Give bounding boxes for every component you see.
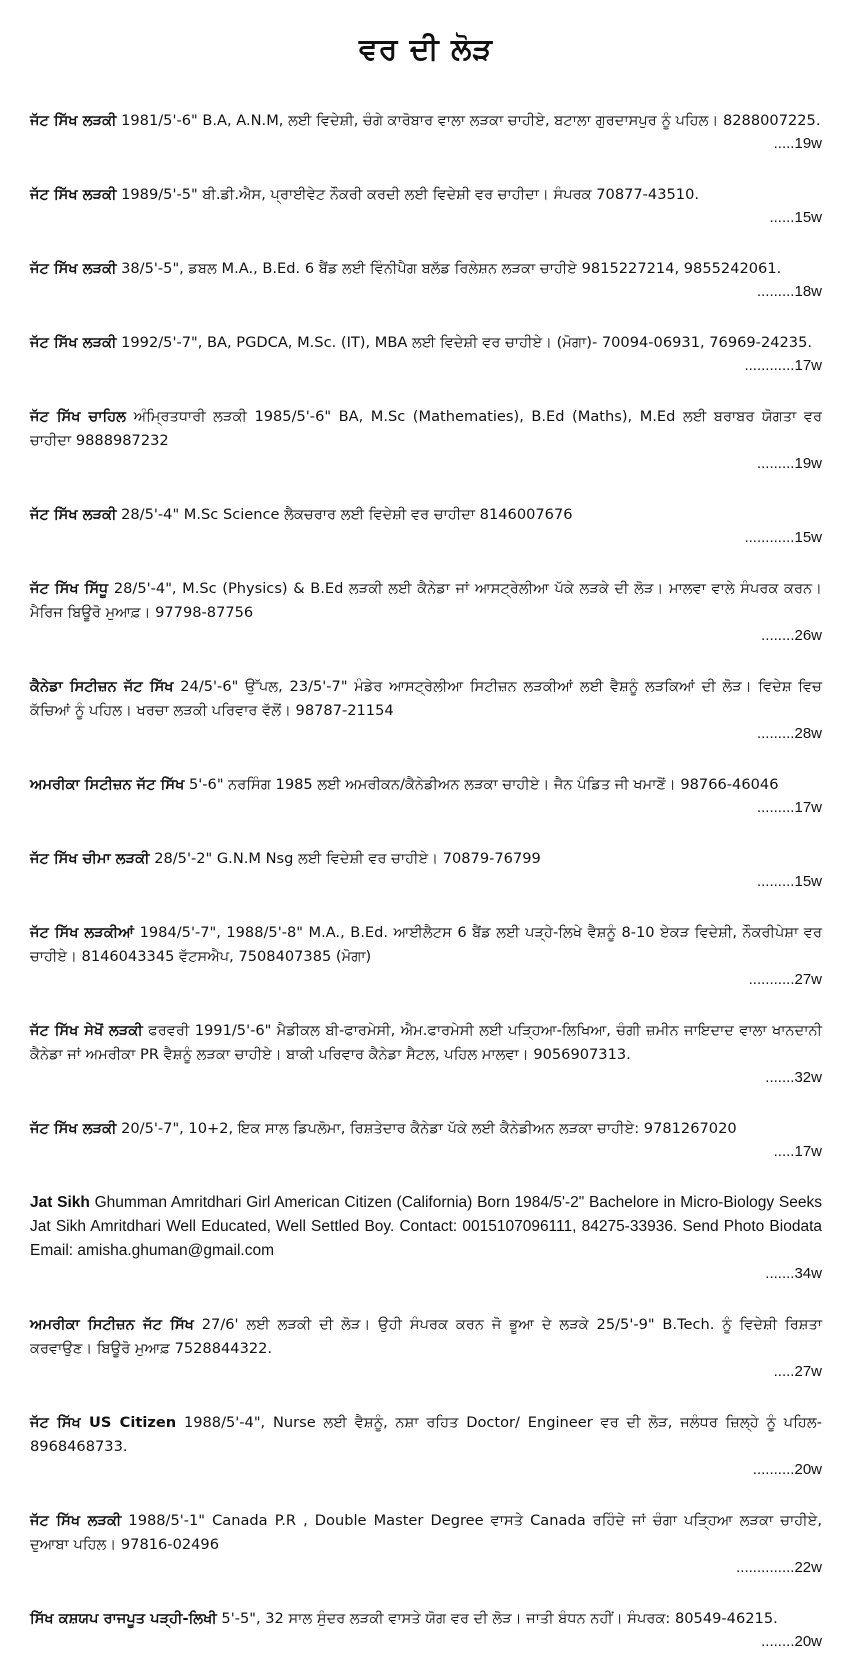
classified-ad: [30, 183, 822, 229]
classified-ad: [30, 675, 822, 745]
classified-ad: [30, 1117, 822, 1163]
ad-code: ......15w: [769, 209, 822, 226]
ad-lead: ਜੱਟ ਸਿੱਖ ਸੇਖੋਂ ਲੜਕੀ: [30, 1022, 143, 1039]
ad-text: 5'-5", 32 ਸਾਲ ਸੁੰਦਰ ਲੜਕੀ ਵਾਸਤੇ ਯੋਗ ਵਰ ਦੀ ਲੋੜ। ਜਾਤੀ ਬੰਧਨ ਨਹੀਂ। ਸੰਪਰਕ: 80549-46215.: [221, 1610, 778, 1627]
classified-ad: [30, 257, 822, 303]
ad-lead: ਜੱਟ ਸਿੱਖ ਲੜਕੀਆਂ: [30, 924, 135, 941]
ad-code: .......34w: [765, 1265, 822, 1282]
page-title: ਵਰ ਦੀ ਲੋੜ: [358, 32, 494, 67]
ad-text: 5'-6" ਨਰਸਿੰਗ 1985 ਲਈ ਅਮਰੀਕਨ/ਕੈਨੇਡੀਅਨ ਲੜਕਾ ਚਾਹੀਏ। ਜੈਨ ਪੰਡਿਤ ਜੀ ਖਮਾਣੋਂ। 98766-46046: [188, 776, 779, 793]
ad-code: .....27w: [773, 1363, 822, 1380]
ad-text: 1992/5'-7", BA, PGDCA, M.Sc. (IT), MBA ਲਈ ਵਿਦੇਸ਼ੀ ਵਰ ਚਾਹੀਏ। (ਮੋਗਾ)- 70094-06931, 76969-24235.: [121, 334, 813, 351]
classified-ad: [30, 109, 822, 155]
ad-text: 24/5'-6" ਉੱਪਲ, 23/5'-7" ਮੰਡੇਰ ਆਸਟ੍ਰੇਲੀਆ ਸਿਟੀਜ਼ਨ ਲੜਕੀਆਂ ਲਈ ਵੈਸ਼ਨੂੰ ਲੜਕਿਆਂ ਦੀ ਲੋੜ। ਵਿਦੇਸ਼ ਵਿਚ ਕੱਚਿਆਂ ਨੂੰ ਪਹਿਲ। ਖਰਚਾ ਲੜਕੀ ਪਰਿਵਾਰ ਵੱਲੋਂ। 98787-21154: [30, 678, 822, 719]
ad-text: 1981/5'-6" B.A, A.N.M, ਲਈ ਵਿਦੇਸ਼ੀ, ਚੰਗੇ ਕਾਰੋਬਾਰ ਵਾਲਾ ਲੜਕਾ ਚਾਹੀਏ, ਬਟਾਲਾ ਗੁਰਦਾਸਪੁਰ ਨੂੰ ਪਹਿਲ। 8288007225.: [121, 112, 821, 129]
ad-text: 1989/5'-5" ਬੀ.ਡੀ.ਐਸ, ਪ੍ਰਾਈਵੇਟ ਨੌਕਰੀ ਕਰਦੀ ਲਈ ਵਿਦੇਸ਼ੀ ਵਰ ਚਾਹੀਦਾ। ਸੰਪਰਕ 70877-43510.: [121, 186, 699, 203]
ad-text: 28/5'-2" G.N.M Nsg ਲਈ ਵਿਦੇਸ਼ੀ ਵਰ ਚਾਹੀਏ। 70879-76799: [154, 850, 541, 867]
ad-code: .....17w: [773, 1143, 822, 1160]
ad-code: ............15w: [744, 529, 822, 546]
classified-ad: [30, 847, 822, 893]
ad-lead: ਜੱਟ ਸਿੱਖ ਲੜਕੀ: [30, 334, 117, 351]
ad-lead: ਅਮਰੀਕਾ ਸਿਟੀਜ਼ਨ ਜੱਟ ਸਿੱਖ: [30, 776, 185, 793]
classified-ad: [30, 773, 822, 819]
ad-text: 20/5'-7", 10+2, ਇਕ ਸਾਲ ਡਿਪਲੋਮਾ, ਰਿਸ਼ਤੇਦਾਰ ਕੈਨੇਡਾ ਪੱਕੇ ਲਈ ਕੈਨੇਡੀਅਨ ਲੜਕਾ ਚਾਹੀਏ: 9781267020: [121, 1120, 737, 1137]
ad-lead: ਸਿੱਖ ਕਸ਼ਯਪ ਰਾਜਪੂਤ ਪੜ੍ਹੀ-ਲਿਖੀ: [30, 1610, 217, 1627]
ad-lead: ਜੱਟ ਸਿੱਖ ਚੀਮਾ ਲੜਕੀ: [30, 850, 150, 867]
ad-text: 1988/5'-4", Nurse ਲਈ ਵੈਸ਼ਨੂੰ, ਨਸ਼ਾ ਰਹਿਤ Doctor/ Engineer ਵਰ ਦੀ ਲੋੜ, ਜਲੰਧਰ ਜ਼ਿਲ੍ਹੇ ਨੂੰ ਪਹਿਲ- 8968468733.: [30, 1414, 823, 1455]
ad-code: ........26w: [761, 627, 822, 644]
ad-lead: ਕੈਨੇਡਾ ਸਿਟੀਜ਼ਨ ਜੱਟ ਸਿੱਖ: [30, 678, 174, 695]
ad-code: ..........20w: [752, 1461, 822, 1478]
ad-code: .........28w: [756, 725, 822, 742]
ad-lead: ਅਮਰੀਕਾ ਸਿਟੀਜ਼ਨ ਜੱਟ ਸਿੱਖ: [30, 1316, 194, 1333]
classified-ad: [30, 921, 822, 991]
ad-lead: ਜੱਟ ਸਿੱਖ ਲੜਕੀ: [30, 260, 117, 277]
ad-text: ਫਰਵਰੀ 1991/5'-6" ਮੈਡੀਕਲ ਬੀ-ਫਾਰਮੇਸੀ, ਐਮ.ਫਾਰਮੇਸੀ ਲਈ ਪੜ੍ਹਿਆ-ਲਿਖਿਆ, ਚੰਗੀ ਜ਼ਮੀਨ ਜਾਇਦਾਦ ਵਾਲਾ ਖਾਨਦਾਨੀ ਕੈਨੇਡਾ ਜਾਂ ਅਮਰੀਕਾ PR ਵੈਸ਼ਨੂੰ ਲੜਕਾ ਚਾਹੀਏ। ਬਾਕੀ ਪਰਿਵਾਰ ਕੈਨੇਡਾ ਸੈਟਲ, ਪਹਿਲ ਮਾਲਵਾ। 9056907313.: [30, 1022, 823, 1063]
ad-lead: ਜੱਟ ਸਿੱਖ ਚਾਹਿਲ: [30, 408, 127, 425]
ad-text: 38/5'-5", ਡਬਲ M.A., B.Ed. 6 ਬੈਂਡ ਲਈ ਵਿੰਨੀਪੈਗ ਬਲੱਡ ਰਿਲੇਸ਼ਨ ਲੜਕਾ ਚਾਹੀਏ 9815227214, 9855242061.: [121, 260, 782, 277]
ad-lead: ਜੱਟ ਸਿੱਖ ਲੜਕੀ: [30, 186, 117, 203]
ad-code: .........19w: [756, 455, 822, 472]
ad-lead: ਜੱਟ ਸਿੱਖ ਲੜਕੀ: [30, 1512, 122, 1529]
ad-lead: ਜੱਟ ਸਿੱਖ ਲੜਕੀ: [30, 506, 117, 523]
ad-code: ........20w: [761, 1633, 822, 1650]
classified-ad: [30, 1411, 822, 1481]
classified-ads-list: [30, 109, 822, 1653]
ad-code: .........15w: [756, 873, 822, 890]
ad-code: .........18w: [756, 283, 822, 300]
ad-text: Ghumman Amritdhari Girl American Citizen (California) Born 1984/5'-2" Bachelore in Micro-Biology Seeks Jat Sikh Amritdhari Well Educated, Well Settled Boy. Contact: 0015107096111, 84275-33936. Send Photo Biodata Email: amisha.ghuman@gmail.com: [30, 1194, 822, 1259]
ad-lead: ਜੱਟ ਸਿੱਖ ਲੜਕੀ: [30, 1120, 117, 1137]
ad-code: ..............22w: [736, 1559, 822, 1576]
ad-text: 28/5'-4", M.Sc (Physics) & B.Ed ਲੜਕੀ ਲਈ ਕੈਨੇਡਾ ਜਾਂ ਆਸਟ੍ਰੇਲੀਆ ਪੱਕੇ ਲੜਕੇ ਦੀ ਲੋੜ। ਮਾਲਵਾ ਵਾਲੇ ਸੰਪਰਕ ਕਰਨ। ਮੈਰਿਜ ਬਿਊਰੋ ਮੁਆਫ਼। 97798-87756: [30, 580, 822, 621]
classified-ad: [30, 405, 822, 475]
ad-text: 28/5'-4" M.Sc Science ਲੈਕਚਰਾਰ ਲਈ ਵਿਦੇਸ਼ੀ ਵਰ ਚਾਹੀਦਾ 8146007676: [121, 506, 573, 523]
ad-text: 27/6' ਲਈ ਲੜਕੀ ਦੀ ਲੋੜ। ਉਹੀ ਸੰਪਰਕ ਕਰਨ ਜੋ ਭੂਆ ਦੇ ਲੜਕੇ 25/5'-9" B.Tech. ਨੂੰ ਵਿਦੇਸ਼ੀ ਰਿਸ਼ਤਾ ਕਰਵਾਉਣ। ਬਿਊਰੋ ਮੁਆਫ਼ 7528844322.: [30, 1316, 822, 1357]
ad-lead: ਜੱਟ ਸਿੱਖ ਲੜਕੀ: [30, 112, 117, 129]
classified-ad: [30, 1607, 822, 1653]
classified-ad: [30, 503, 822, 549]
ad-code: ...........27w: [748, 971, 822, 988]
ad-text: 1988/5'-1" Canada P.R , Double Master Degree ਵਾਸਤੇ Canada ਰਹਿੰਦੇ ਜਾਂ ਚੰਗਾ ਪੜ੍ਹਿਆ ਲੜਕਾ ਚਾਹੀਏ, ਦੁਆਬਾ ਪਹਿਲ। 97816-02496: [30, 1512, 822, 1553]
classified-ad: [30, 1191, 822, 1285]
ad-lead: ਜੱਟ ਸਿੱਖ US Citizen: [30, 1414, 177, 1431]
ad-code: .....19w: [773, 135, 822, 152]
classified-ad: [30, 577, 822, 647]
classified-ad: [30, 1019, 822, 1089]
ad-lead: ਜੱਟ ਸਿੱਖ ਸਿੱਧੂ: [30, 580, 109, 597]
ad-code: ............17w: [744, 357, 822, 374]
ad-lead: Jat Sikh: [30, 1194, 90, 1211]
ad-text: ਅੰਮ੍ਰਿਤਧਾਰੀ ਲੜਕੀ 1985/5'-6" BA, M.Sc (Mathematies), B.Ed (Maths), M.Ed ਲਈ ਬਰਾਬਰ ਯੋਗਤਾ ਵਰ ਚਾਹੀਦਾ 9888987232: [30, 408, 823, 449]
classified-ad: [30, 1509, 822, 1579]
classified-ad: [30, 331, 822, 377]
ad-text: 1984/5'-7", 1988/5'-8" M.A., B.Ed. ਆਈਲੈਟਸ 6 ਬੈਂਡ ਲਈ ਪੜ੍ਹੇ-ਲਿਖੇ ਵੈਸ਼ਨੂੰ 8-10 ਏਕੜ ਵਿਦੇਸ਼ੀ, ਨੌਕਰੀਪੇਸ਼ਾ ਵਰ ਚਾਹੀਏ। 8146043345 ਵੱਟਸਐਪ, 7508407385 (ਮੋਗਾ): [30, 924, 822, 965]
ad-code: .......32w: [765, 1069, 822, 1086]
classified-ad: [30, 1313, 822, 1383]
ad-code: .........17w: [756, 799, 822, 816]
